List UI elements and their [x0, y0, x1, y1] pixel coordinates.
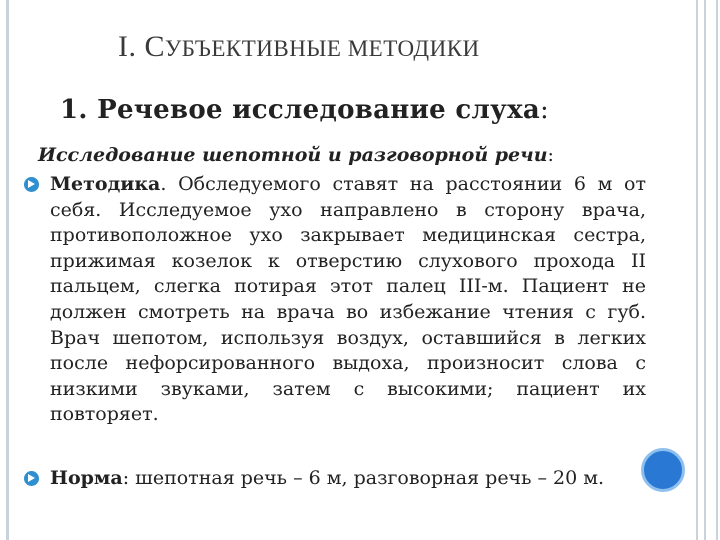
bullet-body: : шепотная речь – 6 м, разговорная речь – 20 м. [122, 467, 605, 489]
slide-title-main: I. С [118, 30, 165, 63]
section-heading [38, 144, 554, 166]
slide-frame-right [696, 0, 718, 540]
bullet-item-norm [24, 466, 646, 492]
bullet-text [50, 172, 646, 428]
subtitle-colon: : [540, 95, 550, 125]
decorative-circle [641, 448, 685, 492]
bullet-text [50, 466, 646, 492]
slide-title [118, 30, 480, 64]
bullet-item-method [24, 172, 646, 428]
play-arrow-bullet-icon [24, 177, 39, 192]
slide-title-rest: УБЪЕКТИВНЫЕ МЕТОДИКИ [165, 36, 480, 61]
slide-frame-left [6, 0, 9, 540]
heading-colon: : [547, 144, 554, 166]
bullet-lead: Методика [50, 173, 161, 195]
bullet-lead: Норма [50, 467, 123, 489]
slide-frame-right-inner [704, 0, 706, 540]
bullet-body: . Обследуемого ставят на расстоянии 6 м от себя. Исследуемое ухо направлено в сторону врача, противоположное ухо закрывает медицинская сестра, прижимая козелок к отверстию слухового прохода II пальцем, слегка потирая этот палец III-м. Пациент не должен смотреть на врача во избежание чтения с губ. Врач шепотом, используя воздух, оставшийся в легких после нефорсированного выдоха, произносит слова с низкими звуками, затем с высокими; пациент их повторяет. [50, 173, 646, 426]
heading-text: Исследование шепотной и разговорной речи [38, 144, 548, 166]
section-subtitle [60, 95, 549, 125]
subtitle-text: 1. Речевое исследование слуха [60, 95, 541, 125]
play-arrow-bullet-icon [24, 471, 39, 486]
